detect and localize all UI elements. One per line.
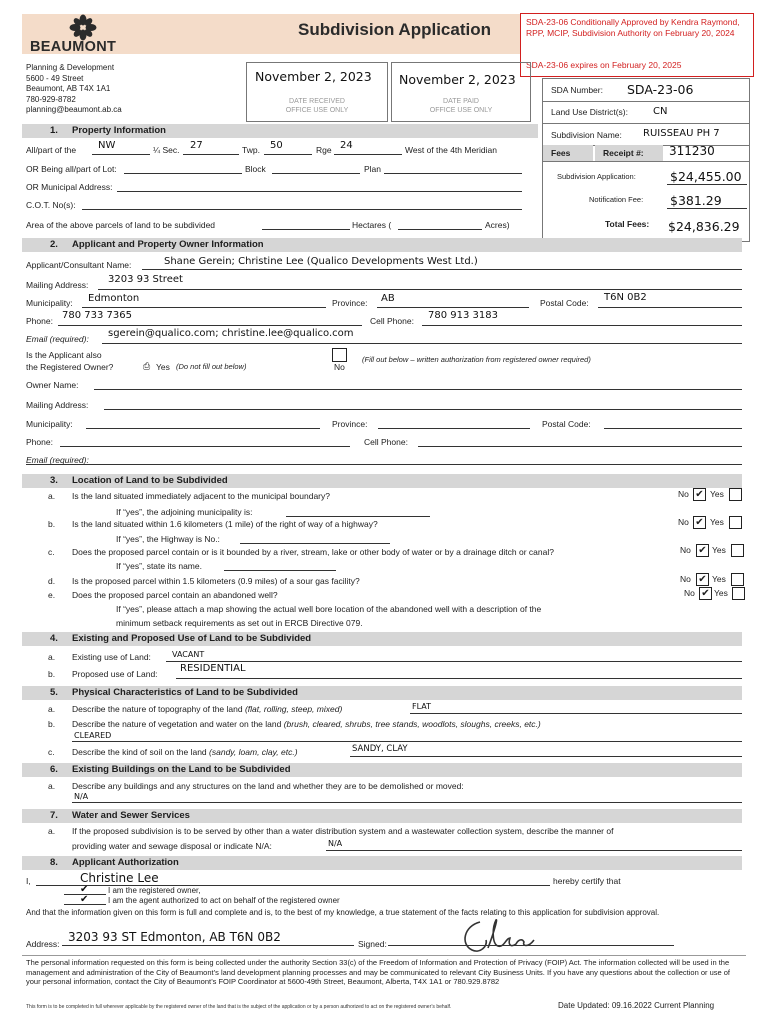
section-2-header: 2. Applicant and Property Owner Information [22, 238, 742, 252]
org-contact: Planning & Development 5600 - 49 Street Beaumont, AB T4X 1A1 780-929-8782 planning@beaumont.ab.ca [26, 63, 122, 115]
fine-print: This form is to be completed in full wherever applicable by the registered owner of the land that is the subject of the application or by a person authorized to act on the registered owner’s behalf. [26, 1004, 452, 1010]
beaumont-logo [24, 14, 142, 56]
section-5-header: 5. Physical Characteristics of Land to be Subdivided [22, 686, 742, 700]
page-title: Subdivision Application [298, 20, 491, 39]
logo-icon [24, 14, 142, 42]
date-paid-box: November 2, 2023 DATE PAID OFFICE USE ONLY [391, 62, 531, 122]
q3c-yes-checkbox[interactable] [731, 544, 744, 557]
q3c-no-checkbox[interactable]: ✔ [696, 544, 709, 557]
q3a-yes-checkbox[interactable] [729, 488, 742, 501]
logo-text: BEAUMONT [30, 39, 117, 55]
q3d-yes-checkbox[interactable] [731, 573, 744, 586]
date-received-box: November 2, 2023 DATE RECEIVED OFFICE USE ONLY [246, 62, 388, 122]
section-7-header: 7. Water and Sewer Services [22, 809, 742, 823]
q3e-yes-checkbox[interactable] [732, 587, 745, 600]
signature-icon [458, 914, 548, 958]
section-8-header: 8. Applicant Authorization [22, 856, 742, 870]
q3b-no-checkbox[interactable]: ✔ [693, 516, 706, 529]
q3b-yes-checkbox[interactable] [729, 516, 742, 529]
q3a-no-checkbox[interactable]: ✔ [693, 488, 706, 501]
q3d-no-checkbox[interactable]: ✔ [696, 573, 709, 586]
office-use-box: SDA Number: SDA-23-06 Land Use District(s): CN Subdivision Name: RUISSEAU PH 7 Fees Receipt #: 311230 Subdivision Application: $24,455.00 Notification Fee: $381.29 Total Fees: $24,836.29 [542, 78, 750, 242]
section-1-header: 1. Property Information [22, 124, 538, 138]
applicant-name-value: Shane Gerein; Christine Lee (Qualico Developments West Ltd.) [164, 256, 478, 267]
owner-no-checkbox[interactable] [332, 348, 347, 362]
q3e-no-checkbox[interactable]: ✔ [699, 587, 712, 600]
section-3-header: 3. Location of Land to be Subdivided [22, 474, 742, 488]
section-4-header: 4. Existing and Proposed Use of Land to be Subdivided [22, 632, 742, 646]
date-updated: Date Updated: 09.16.2022 Current Planning [558, 1001, 715, 1010]
printer-icon: ⎙ [143, 361, 151, 371]
privacy-notice: The personal information requested on this form is being collected under the authority Section 33(c) of the Freedom of Information and Protection of Privacy (FOIP) Act. The information collected will be used in the management and administration of the City of Beaumont’s land development planning processes and may be communicated to relevant City Business Units. If you have any questions about the collection or use of your personal information, contact the City of Beaumont’s FOIP Coordinator at 5600-49th Street, Beaumont, Alberta, T4X 1A1 or 780.929.8782 [26, 958, 731, 987]
sda-number: SDA-23-06 [627, 82, 694, 97]
check-mark-icon: ✔ [80, 894, 89, 905]
check-mark-icon: ✔ [80, 884, 89, 895]
section-6-header: 6. Existing Buildings on the Land to be Subdivided [22, 763, 742, 777]
approval-note: SDA-23-06 Conditionally Approved by Kendra Raymond, RPP, MCIP, Subdivision Authority on February 20, 2024 SDA-23-06 expires on February 20, 2025 [520, 13, 754, 77]
